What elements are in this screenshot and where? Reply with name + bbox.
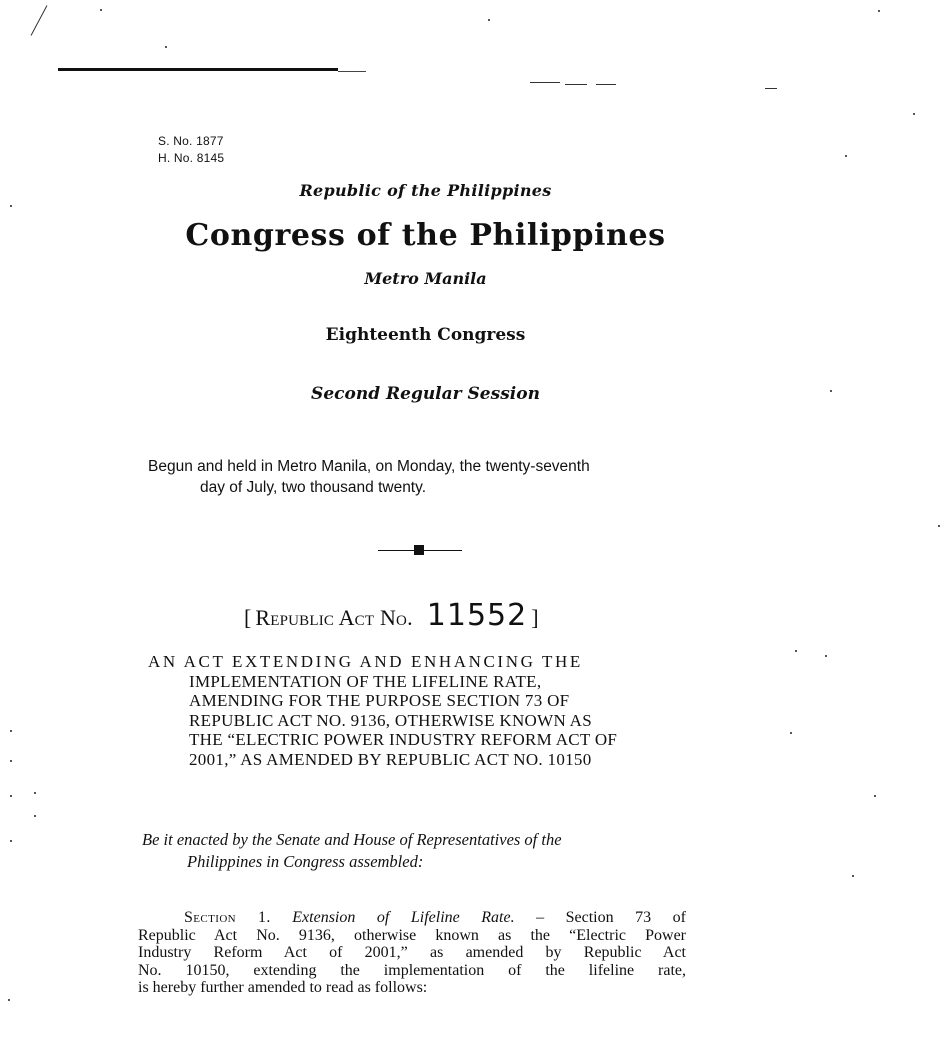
ornament-bar-left xyxy=(378,550,414,551)
republic-act-number: 11552 xyxy=(426,598,528,633)
session-heading: Second Regular Session xyxy=(311,384,540,404)
ornament-square xyxy=(414,545,424,555)
section-line: is hereby further amended to read as follows: xyxy=(138,979,428,996)
act-title xyxy=(148,652,617,769)
scan-speck xyxy=(878,10,880,12)
open-bracket: [ xyxy=(244,605,252,630)
section-title: Extension of Lifeline Rate. xyxy=(292,909,515,926)
enacting-line-1: Be it enacted by the Senate and House of Representatives of the xyxy=(142,830,562,849)
scan-speck xyxy=(165,46,167,48)
section-first-line-rest: – Section 73 of xyxy=(514,909,686,926)
top-rule-tail xyxy=(338,71,366,72)
republic-act-heading xyxy=(244,598,539,633)
scan-speck xyxy=(10,840,12,842)
scan-dash xyxy=(765,88,777,89)
congress-heading: Congress of the Philippines xyxy=(185,218,666,253)
bill-numbers xyxy=(158,133,224,167)
begun-line-1: Begun and held in Metro Manila, on Monday, the twenty-seventh xyxy=(148,458,590,475)
act-title-line: AMENDING FOR THE PURPOSE SECTION 73 OF xyxy=(189,691,570,710)
act-title-line: 2001,” AS AMENDED BY REPUBLIC ACT NO. 10150 xyxy=(189,749,592,769)
divider-ornament xyxy=(378,543,462,557)
act-title-line: IMPLEMENTATION OF THE LIFELINE RATE, xyxy=(189,671,542,691)
scan-dash xyxy=(565,84,587,85)
section-1-first-line xyxy=(138,909,686,927)
scan-speck xyxy=(10,205,12,207)
act-title-line: AN ACT EXTENDING AND ENHANCING THE xyxy=(148,652,583,671)
scan-speck xyxy=(852,875,854,877)
scan-speck xyxy=(913,113,915,115)
scan-speck xyxy=(34,815,36,817)
scan-speck xyxy=(34,792,36,794)
scan-speck xyxy=(10,795,12,797)
close-bracket: ] xyxy=(531,605,539,630)
scan-speck xyxy=(8,999,10,1001)
scan-speck xyxy=(100,9,102,11)
begun-line-2: day of July, two thousand twenty. xyxy=(200,479,427,496)
section-label: Section 1. xyxy=(184,909,271,926)
act-title-line: REPUBLIC ACT NO. 9136, OTHERWISE KNOWN AS xyxy=(189,710,593,730)
scan-speck xyxy=(845,155,847,157)
scan-dash xyxy=(530,82,560,83)
scan-speck xyxy=(938,525,940,527)
scan-speck xyxy=(10,730,12,732)
location-heading: Metro Manila xyxy=(364,269,487,288)
section-1 xyxy=(138,909,686,997)
enacting-line-2: Philippines in Congress assembled: xyxy=(187,852,424,871)
republic-heading: Republic of the Philippines xyxy=(299,181,552,200)
section-line: Republic Act No. 9136, otherwise known as the “Electric Power xyxy=(138,926,686,944)
house-bill-number: H. No. 8145 xyxy=(158,151,225,165)
scan-speck xyxy=(790,732,792,734)
act-title-line: THE “ELECTRIC POWER INDUSTRY REFORM ACT OF xyxy=(189,730,618,749)
republic-act-label: Republic Act No. xyxy=(255,605,413,630)
scan-speck xyxy=(795,650,797,652)
begun-statement xyxy=(148,456,708,498)
scan-speck xyxy=(874,795,876,797)
scan-dash xyxy=(31,5,48,35)
scan-dash xyxy=(596,84,616,85)
scan-speck xyxy=(488,19,490,21)
congress-number-heading: Eighteenth Congress xyxy=(325,325,526,345)
scan-speck xyxy=(825,655,827,657)
section-line: No. 10150, extending the implementation of the lifeline rate, xyxy=(138,961,686,979)
ornament-bar-right xyxy=(424,550,462,551)
enacting-clause xyxy=(142,829,562,873)
senate-bill-number: S. No. 1877 xyxy=(158,134,224,148)
top-rule xyxy=(58,68,338,71)
section-line: Industry Reform Act of 2001,” as amended by Republic Act xyxy=(138,944,686,961)
scan-speck xyxy=(10,760,12,762)
